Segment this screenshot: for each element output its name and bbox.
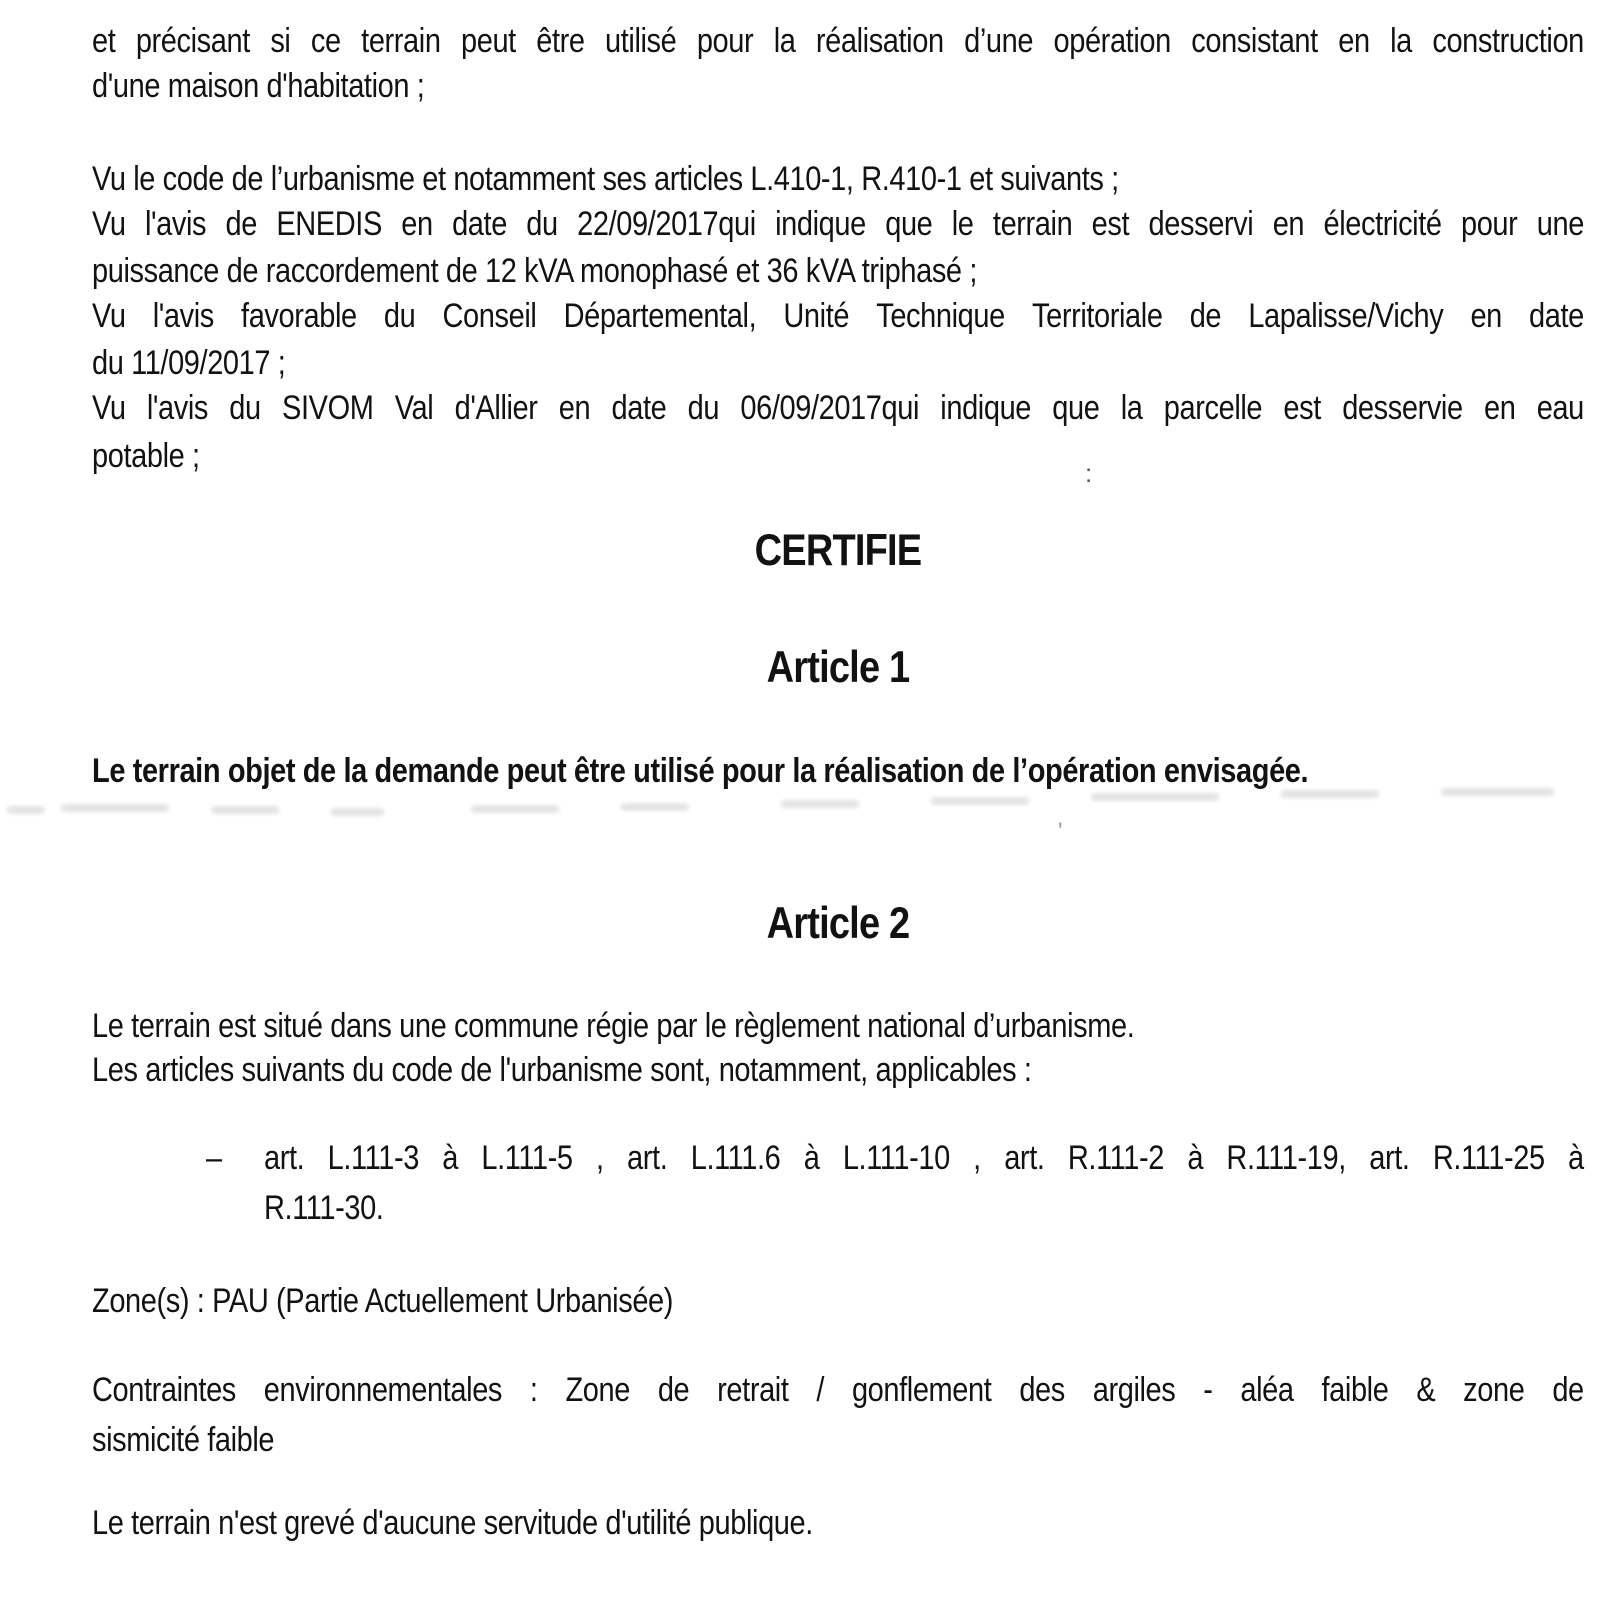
scan-smudge — [60, 804, 170, 812]
scan-smudge — [6, 806, 46, 814]
article-1-statement: Le terrain objet de la demande peut être utilisé pour la réalisation de l’opération envisagée. — [92, 752, 1309, 791]
articles-list-line-1: art. L.111-3 à L.111-5 , art. L.111.6 à L.111-10 , art. R.111-2 à R.111-19, art. R.111-25 à — [264, 1139, 1584, 1178]
vu-sivom-line-2: potable ; — [92, 437, 200, 476]
constraints-line-2: sismicité faible — [92, 1421, 275, 1460]
vu-enedis-line-2: puissance de raccordement de 12 kVA monophasé et 36 kVA triphasé ; — [92, 252, 977, 291]
scan-smudge — [210, 806, 280, 814]
scan-tick-artifact: ' — [1058, 818, 1063, 845]
articles-list-dash: – — [206, 1139, 222, 1178]
article-2-line-2: Les articles suivants du code de l'urbanisme sont, notamment, applicables : — [92, 1051, 1032, 1090]
servitude-line: Le terrain n'est grevé d'aucune servitude d'utilité publique. — [92, 1504, 813, 1543]
certifie-heading: CERTIFIE — [754, 526, 922, 576]
vu-conseil-departemental-line-2: du 11/09/2017 ; — [92, 344, 286, 383]
scan-colon-artifact: : — [1085, 458, 1093, 488]
article-1-heading: Article 1 — [766, 643, 910, 693]
intro-line-1: et précisant si ce terrain peut être utilisé pour la réalisation d’une opération consistant en la construction — [92, 22, 1584, 61]
scan-smudge — [1440, 788, 1555, 796]
vu-enedis-line-1: Vu l'avis de ENEDIS en date du 22/09/2017qui indique que le terrain est desservi en électricité pour une — [92, 205, 1584, 244]
zones-line: Zone(s) : PAU (Partie Actuellement Urbanisée) — [92, 1282, 674, 1321]
articles-list-line-2: R.111-30. — [264, 1189, 384, 1228]
scan-smudge — [330, 808, 385, 816]
vu-conseil-departemental-line-1: Vu l'avis favorable du Conseil Départemental, Unité Technique Territoriale de Lapalisse/Vichy en date — [92, 297, 1584, 336]
constraints-line-1: Contraintes environnementales : Zone de retrait / gonflement des argiles - aléa faible & zone de — [92, 1371, 1584, 1410]
scan-smudge — [930, 797, 1030, 805]
vu-sivom-line-1: Vu l'avis du SIVOM Val d'Allier en date du 06/09/2017qui indique que la parcelle est desservie en eau — [92, 389, 1584, 428]
scan-smudge — [620, 803, 690, 811]
article-2-line-1: Le terrain est situé dans une commune régie par le règlement national d’urbanisme. — [92, 1007, 1135, 1046]
scan-smudge — [470, 805, 560, 813]
article-2-heading: Article 2 — [766, 899, 910, 949]
scan-smudge — [780, 800, 860, 808]
scan-smudge — [1090, 793, 1220, 801]
vu-code-urbanisme-line: Vu le code de l’urbanisme et notamment ses articles L.410-1, R.410-1 et suivants ; — [92, 160, 1119, 199]
scan-smudge — [1280, 790, 1380, 798]
intro-line-2: d'une maison d'habitation ; — [92, 67, 425, 106]
